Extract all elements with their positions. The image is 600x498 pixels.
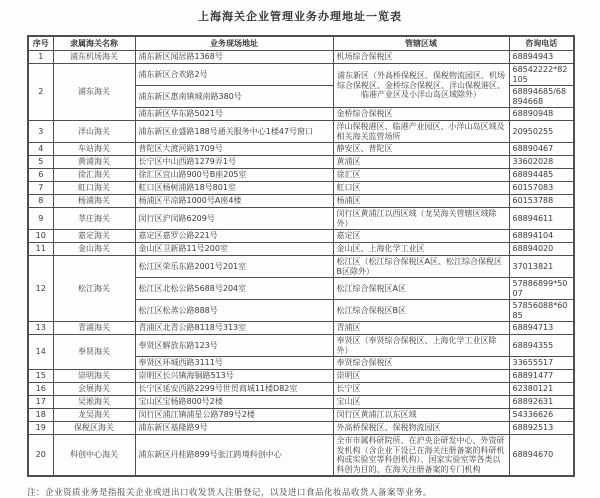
cell-no: 10 — [28, 230, 53, 243]
cell-address: 奉贤区环城西路3111号 — [135, 357, 333, 370]
cell-phone: 68894355 — [509, 335, 574, 357]
cell-phone: 68892513 — [509, 422, 574, 435]
cell-no: 6 — [28, 169, 53, 182]
cell-address: 浦东新区合欢路2号 — [135, 64, 333, 86]
cell-region: 金桥综合保税区 — [333, 108, 509, 121]
cell-customs-name: 奉贤海关 — [53, 335, 135, 370]
cell-address: 浦东新区华东路5021号 — [135, 108, 333, 121]
cell-phone: 57856088*6085 — [509, 300, 574, 322]
cell-no: 7 — [28, 182, 53, 195]
cell-region: 徐汇区 — [333, 169, 509, 182]
cell-phone: 68894670 — [509, 435, 574, 477]
cell-address: 松江区荣乐东路2001号201室 — [135, 256, 333, 278]
cell-region: 黄浦区 — [333, 156, 509, 169]
cell-no: 18 — [28, 409, 53, 422]
cell-no: 11 — [28, 243, 53, 256]
cell-region: 青浦区 — [333, 322, 509, 335]
table-row — [28, 230, 574, 243]
cell-customs-name: 松江海关 — [53, 256, 135, 322]
cell-customs-name: 会展海关 — [53, 383, 135, 396]
cell-phone: 20950255 — [509, 121, 574, 143]
cell-region: 全市市属科研院所、在沪央企研发中心、外资研发机构（含企业下设已在海关注册备案的科研机构或实验室等科创机构）、国家实验室等各类以科创为目的、在海关注册备案的专门机构 — [333, 435, 509, 477]
cell-phone: 62380121 — [509, 383, 574, 396]
cell-no: 8 — [28, 195, 53, 208]
cell-phone: 57886899*5007 — [509, 278, 574, 300]
cell-phone: 54336626 — [509, 409, 574, 422]
table-row — [28, 409, 574, 422]
table-row — [28, 156, 574, 169]
cell-customs-name: 杨浦海关 — [53, 195, 135, 208]
table-row — [28, 396, 574, 409]
cell-address: 闵行区浦江镇浦星公路789号2楼 — [135, 409, 333, 422]
cell-address: 崇明区长兴镇海铜路513号 — [135, 370, 333, 383]
cell-region: 闵行区黄浦江以西区域（龙吴海关管辖区域除外） — [333, 208, 509, 230]
cell-customs-name: 虹口海关 — [53, 182, 135, 195]
cell-phone: 68542222*82105 — [509, 64, 574, 86]
table-row — [28, 256, 574, 278]
cell-region: 宝山区 — [333, 396, 509, 409]
cell-region: 松江区（松江综合保税区A区、松江综合保税区B区除外） — [333, 256, 509, 278]
cell-customs-name: 浦东机场海关 — [53, 51, 135, 64]
cell-address: 浦东新区业盛路188号通关服务中心1楼47号窗口 — [135, 121, 333, 143]
table-row — [28, 383, 574, 396]
cell-address: 宝山区宝杨路800号2楼 — [135, 396, 333, 409]
customs-address-table — [27, 35, 575, 477]
cell-phone: 68894685/68894668 — [509, 86, 574, 108]
cell-no: 5 — [28, 156, 53, 169]
header-address: 业务现场地址 — [135, 36, 333, 51]
cell-no: 4 — [28, 143, 53, 156]
table-row — [28, 208, 574, 230]
cell-address: 长宁区中山西路1279弄1号 — [135, 156, 333, 169]
cell-no: 16 — [28, 383, 53, 396]
page-title: 上海海关企业管理业务办理地址一览表 — [198, 10, 402, 23]
table-row — [28, 121, 574, 143]
cell-address: 青浦区北青公路8118号313室 — [135, 322, 333, 335]
table-row — [28, 435, 574, 477]
cell-region: 洋山保税港区、临港产业园区、小洋山岛区域及相关海关监管场所 — [333, 121, 509, 143]
table-row — [28, 143, 574, 156]
cell-no: 13 — [28, 322, 53, 335]
cell-address: 长宁区延安西路2299号世贸商城11楼D82室 — [135, 383, 333, 396]
cell-region: 静安区、普陀区 — [333, 143, 509, 156]
cell-customs-name: 洋山海关 — [53, 121, 135, 143]
cell-customs-name: 科创中心海关 — [53, 435, 135, 477]
cell-no: 14 — [28, 335, 53, 370]
cell-address: 闵行区沪闵路6209号 — [135, 208, 333, 230]
cell-no: 12 — [28, 256, 53, 322]
header-phone: 咨询电话 — [509, 36, 574, 51]
cell-phone: 68894943 — [509, 51, 574, 64]
table-row — [28, 64, 574, 86]
cell-address: 徐汇区宜山路900号B座205室 — [135, 169, 333, 182]
cell-region: 奉贤综合保税区 — [333, 357, 509, 370]
cell-no: 2 — [28, 64, 53, 121]
table-row — [28, 182, 574, 195]
cell-phone: 37013821 — [509, 256, 574, 278]
table-row — [28, 335, 574, 357]
cell-phone: 68894020 — [509, 243, 574, 256]
header-no: 序号 — [28, 36, 53, 51]
cell-phone: 68891477 — [509, 370, 574, 383]
cell-no: 19 — [28, 422, 53, 435]
cell-region: 杨浦区 — [333, 195, 509, 208]
cell-phone: 60153788 — [509, 195, 574, 208]
cell-phone: 68894713 — [509, 322, 574, 335]
cell-region: 虹口区 — [333, 182, 509, 195]
cell-address: 金山区卫新路11号200室 — [135, 243, 333, 256]
footnote: 注：企业资质业务是指报关企业或进出口收发货人注册登记，以及进口食品化妆品收货人备案等业务。 — [27, 488, 433, 498]
table-row — [28, 422, 574, 435]
table-row — [28, 322, 574, 335]
cell-phone: 68894104 — [509, 230, 574, 243]
cell-address: 松江区松蒸公路888号 — [135, 300, 333, 322]
cell-address: 嘉定区嘉罗公路221号 — [135, 230, 333, 243]
cell-customs-name: 嘉定海关 — [53, 230, 135, 243]
cell-address: 浦东新区丹桂路899号张江跨境科创中心 — [135, 435, 333, 477]
cell-region: 奉贤区（奉贤综合保税区、上海化学工业区除外） — [333, 335, 509, 357]
cell-region: 闵行区黄浦江以东区域 — [333, 409, 509, 422]
cell-customs-name: 青浦海关 — [53, 322, 135, 335]
cell-phone: 68894611 — [509, 208, 574, 230]
cell-region: 金山区、上海化学工业区 — [333, 243, 509, 256]
header-region: 管辖区域 — [333, 36, 509, 51]
cell-customs-name: 吴淞海关 — [53, 396, 135, 409]
cell-phone: 33655517 — [509, 357, 574, 370]
table-row — [28, 169, 574, 182]
cell-no: 17 — [28, 396, 53, 409]
cell-no: 15 — [28, 370, 53, 383]
cell-address: 浦东新区闻居路1368号 — [135, 51, 333, 64]
cell-no: 1 — [28, 51, 53, 64]
table-head — [28, 36, 574, 51]
table-row — [28, 370, 574, 383]
cell-phone: 33602028 — [509, 156, 574, 169]
cell-phone: 68892631 — [509, 396, 574, 409]
cell-no: 9 — [28, 208, 53, 230]
cell-customs-name: 保税区海关 — [53, 422, 135, 435]
cell-address: 松江区北松公路5688号204室 — [135, 278, 333, 300]
cell-region: 崇明区 — [333, 370, 509, 383]
table-row — [28, 243, 574, 256]
cell-customs-name: 莘庄海关 — [53, 208, 135, 230]
cell-phone: 60157083 — [509, 182, 574, 195]
cell-customs-name: 龙吴海关 — [53, 409, 135, 422]
cell-phone: 68890948 — [509, 108, 574, 121]
cell-no: 20 — [28, 435, 53, 477]
header-row — [28, 36, 574, 51]
table-row — [28, 51, 574, 64]
cell-region: 松江综合保税区A区 — [333, 278, 509, 300]
cell-region: 长宁区 — [333, 383, 509, 396]
cell-phone: 68890467 — [509, 143, 574, 156]
cell-address: 虹口区杨树浦路18号801室 — [135, 182, 333, 195]
cell-customs-name: 车站海关 — [53, 143, 135, 156]
cell-region: 机场综合保税区 — [333, 51, 509, 64]
cell-address: 普陀区大渡河路1709号 — [135, 143, 333, 156]
cell-address: 浦东新区基隆路9号 — [135, 422, 333, 435]
cell-address: 浦东新区惠南镇城南路380号 — [135, 86, 333, 108]
cell-region: 外高桥保税区、保税物流园区 — [333, 422, 509, 435]
cell-region: 嘉定区 — [333, 230, 509, 243]
cell-address: 奉贤区解放东路123号 — [135, 335, 333, 357]
cell-customs-name: 徐汇海关 — [53, 169, 135, 182]
cell-customs-name: 浦东海关 — [53, 64, 135, 121]
header-customs-name: 隶属海关名称 — [53, 36, 135, 51]
table-body — [28, 51, 574, 477]
cell-region: 松江综合保税区B区 — [333, 300, 509, 322]
cell-address: 杨浦区平凉路1000号A座4楼 — [135, 195, 333, 208]
cell-customs-name: 崇明海关 — [53, 370, 135, 383]
table-row — [28, 195, 574, 208]
cell-region: 浦东新区（外高桥保税区、保税物流园区、机场综合保税区、金桥综合保税区、洋山保税港区、临港产业区及小洋山岛区域除外） — [333, 64, 509, 108]
cell-customs-name: 黄浦海关 — [53, 156, 135, 169]
cell-customs-name: 金山海关 — [53, 243, 135, 256]
cell-no: 3 — [28, 121, 53, 143]
cell-phone: 68894485 — [509, 169, 574, 182]
